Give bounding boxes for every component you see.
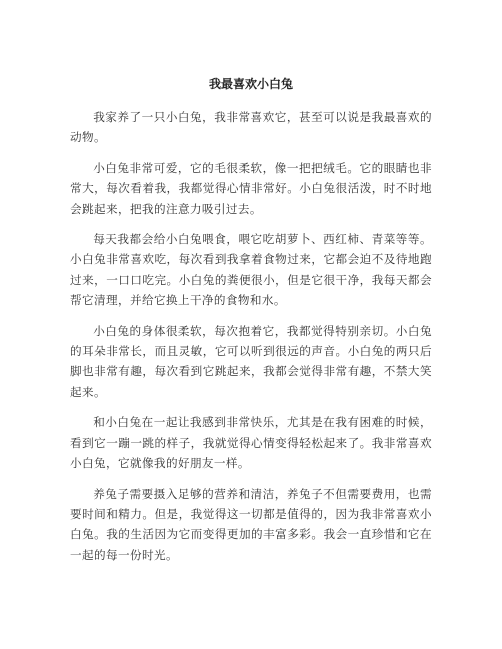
paragraph-3: 每天我都会给小白兔喂食，喂它吃胡萝卜、西红柿、青菜等等。小白兔非常喜欢吃，每次看到我拿着食物过来，它都会迫不及待地跑过来，一口口吃完。小白兔的粪便很小，但是它很干净，我每天都会帮它清理，并给它换上干净的食物和水。 (70, 232, 432, 308)
paragraph-2: 小白兔非常可爱，它的毛很柔软，像一把把绒毛。它的眼睛也非常大，每次看着我，我都觉得心情非常好。小白兔很活泼，时不时地会跳起来，把我的注意力吸引过去。 (70, 160, 432, 216)
paragraph-5: 和小白兔在一起让我感到非常快乐，尤其是在我有困难的时候，看到它一蹦一跳的样子，我就觉得心情变得轻松起来了。我非常喜欢小白兔，它就像我的好朋友一样。 (70, 415, 432, 471)
document-title: 我最喜欢小白兔 (208, 77, 293, 91)
paragraph-4: 小白兔的身体很柔软，每次抱着它，我都觉得特别亲切。小白兔的耳朵非常长，而且灵敏，它可以听到很远的声音。小白兔的两只后脚也非常有趣，每次看到它跳起来，我都会觉得非常有趣，不禁大笑起来。 (70, 323, 432, 399)
paragraph-6: 养兔子需要摄入足够的营养和清洁，养兔子不但需要费用，也需要时间和精力。但是，我觉得这一切都是值得的，因为我非常喜欢小白兔。我的生活因为它而变得更加的丰富多彩。我会一直珍惜和它在一起的每一份时光。 (70, 486, 432, 562)
paragraph-1: 我家养了一只小白兔，我非常喜欢它，甚至可以说是我最喜欢的动物。 (70, 110, 432, 145)
